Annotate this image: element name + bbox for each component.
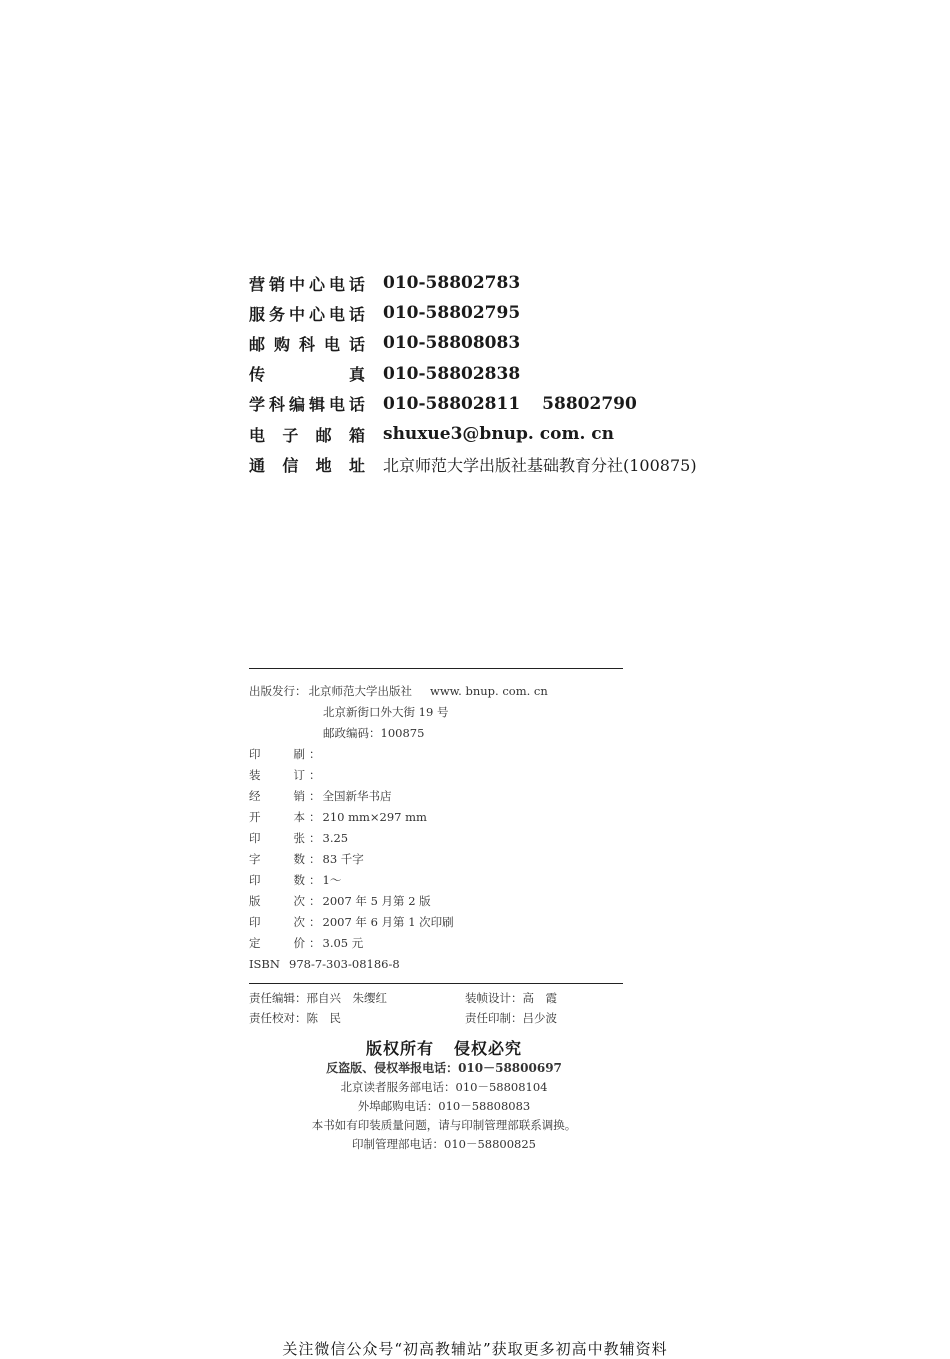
contact-value bbox=[383, 394, 637, 414]
contact-info bbox=[249, 268, 697, 479]
staff-credits bbox=[249, 988, 557, 1028]
rights-title-b: 侵权必究 bbox=[454, 1039, 523, 1058]
editor-phone-1: 010-58802811 bbox=[383, 393, 521, 414]
contact-row-address bbox=[249, 449, 697, 479]
publisher-address: 北京新街口外大街 19 号 bbox=[323, 704, 449, 719]
contact-row-marketing bbox=[249, 268, 697, 298]
contact-value: 010-58802795 bbox=[383, 303, 521, 324]
contact-row-editor bbox=[249, 389, 697, 419]
contact-value: 010-58802838 bbox=[383, 363, 521, 384]
pub-row-label: 字 数 bbox=[249, 851, 305, 866]
rights-title bbox=[179, 1036, 709, 1059]
pub-row: 印 刷 ： bbox=[249, 746, 321, 761]
pub-row-label: 印 张 bbox=[249, 830, 305, 845]
rights-line-antipiracy: 反盗版、侵权举报电话：010－58800697 bbox=[326, 1061, 562, 1075]
isbn-value: 978-7-303-08186-8 bbox=[289, 956, 400, 971]
staff-designer: 装帧设计：高 霞 bbox=[465, 991, 557, 1005]
staff-row bbox=[249, 1008, 557, 1028]
pub-row: 定 价 ： 3.05 元 bbox=[249, 935, 364, 950]
pub-row-label: 装 订 bbox=[249, 767, 305, 782]
pub-row-label: 版 次 bbox=[249, 893, 305, 908]
pub-row-label: 开 本 bbox=[249, 809, 305, 824]
publisher-postcode: 邮政编码：100875 bbox=[323, 725, 425, 740]
contact-label: 营 销 中 心 电 话 bbox=[249, 274, 365, 294]
divider-top bbox=[249, 668, 623, 669]
pub-row-value: 2007 年 5 月第 2 版 bbox=[322, 893, 431, 908]
contact-label: 通 信 地 址 bbox=[249, 455, 365, 475]
contact-row-fax bbox=[249, 359, 697, 389]
divider-middle bbox=[249, 983, 623, 984]
contact-label: 传 真 bbox=[249, 365, 365, 385]
staff-editor: 责任编辑：邢自兴 朱缨红 bbox=[249, 991, 387, 1005]
contact-row-mailorder bbox=[249, 328, 697, 358]
pub-row: 印 次 ： 2007 年 6 月第 1 次印刷 bbox=[249, 914, 454, 929]
publisher-name: 北京师范大学出版社 bbox=[308, 683, 412, 698]
pub-row-label: 印 刷 bbox=[249, 746, 305, 761]
rights-line-printing: 印制管理部电话：010－58800825 bbox=[352, 1137, 536, 1151]
pub-row-value: 3.05 元 bbox=[322, 935, 364, 950]
publisher-url: www. bnup. com. cn bbox=[430, 683, 548, 698]
pub-row-value: 83 千字 bbox=[322, 851, 364, 866]
pub-row: 版 次 ： 2007 年 5 月第 2 版 bbox=[249, 893, 431, 908]
publisher-label: 出版发行 bbox=[249, 683, 295, 698]
staff-row bbox=[249, 988, 557, 1008]
pub-row: 开 本 ： 210 mm×297 mm bbox=[249, 809, 427, 824]
contact-email: shuxue3@bnup. com. cn bbox=[383, 424, 614, 445]
pub-row: 印 数 ： 1～ bbox=[249, 872, 342, 887]
contact-label: 电 子 邮 箱 bbox=[249, 425, 365, 445]
isbn-label: ISBN bbox=[249, 956, 280, 971]
pub-row-label: 经 销 bbox=[249, 788, 305, 803]
pub-row-value: 全国新华书店 bbox=[322, 788, 392, 803]
contact-label: 邮 购 科 电 话 bbox=[249, 334, 365, 354]
pub-row: 装 订 ： bbox=[249, 767, 321, 782]
rights-line-mailorder: 外埠邮购电话：010－58808083 bbox=[357, 1099, 531, 1113]
contact-value: 010-58808083 bbox=[383, 333, 521, 354]
contact-value: 010-58802783 bbox=[383, 273, 521, 294]
pub-row: 字 数 ： 83 千字 bbox=[249, 851, 364, 866]
pub-row-label: 定 价 bbox=[249, 935, 305, 950]
rights-line-quality: 本书如有印装质量问题，请与印制管理部联系调换。 bbox=[311, 1118, 577, 1132]
pub-row-value: 2007 年 6 月第 1 次印刷 bbox=[322, 914, 454, 929]
pub-row-value: 3.25 bbox=[322, 830, 349, 845]
staff-proofreader: 责任校对：陈 民 bbox=[249, 1011, 341, 1025]
rights-block bbox=[249, 1036, 709, 1154]
contact-row-service bbox=[249, 298, 697, 328]
pub-row-label: 印 次 bbox=[249, 914, 305, 929]
publication-info bbox=[249, 680, 548, 974]
contact-label: 服 务 中 心 电 话 bbox=[249, 304, 365, 324]
pub-row: 印 张 ： 3.25 bbox=[249, 830, 349, 845]
contact-address: 北京师范大学出版社基础教育分社(100875) bbox=[383, 455, 697, 475]
publisher-row: 出版发行 ： 北京师范大学出版社 www. bnup. com. cn bbox=[249, 683, 548, 698]
pub-row-value: 1～ bbox=[322, 872, 342, 887]
editor-phone-2: 58802790 bbox=[542, 393, 637, 414]
contact-row-email bbox=[249, 419, 697, 449]
rights-line-service: 北京读者服务部电话：010－58808104 bbox=[340, 1080, 548, 1094]
contact-label: 学 科 编 辑 电 话 bbox=[249, 395, 365, 415]
staff-printing: 责任印制：吕少波 bbox=[465, 1011, 557, 1025]
pub-row-label: 印 数 bbox=[249, 872, 305, 887]
isbn-row bbox=[249, 953, 548, 974]
rights-title-a: 版权所有 bbox=[365, 1039, 434, 1058]
pub-row: 经 销 ： 全国新华书店 bbox=[249, 788, 392, 803]
footer-note: 关注微信公众号“初高教辅站”获取更多初高中教辅资料 bbox=[282, 1340, 668, 1358]
pub-row-value: 210 mm×297 mm bbox=[322, 809, 427, 824]
